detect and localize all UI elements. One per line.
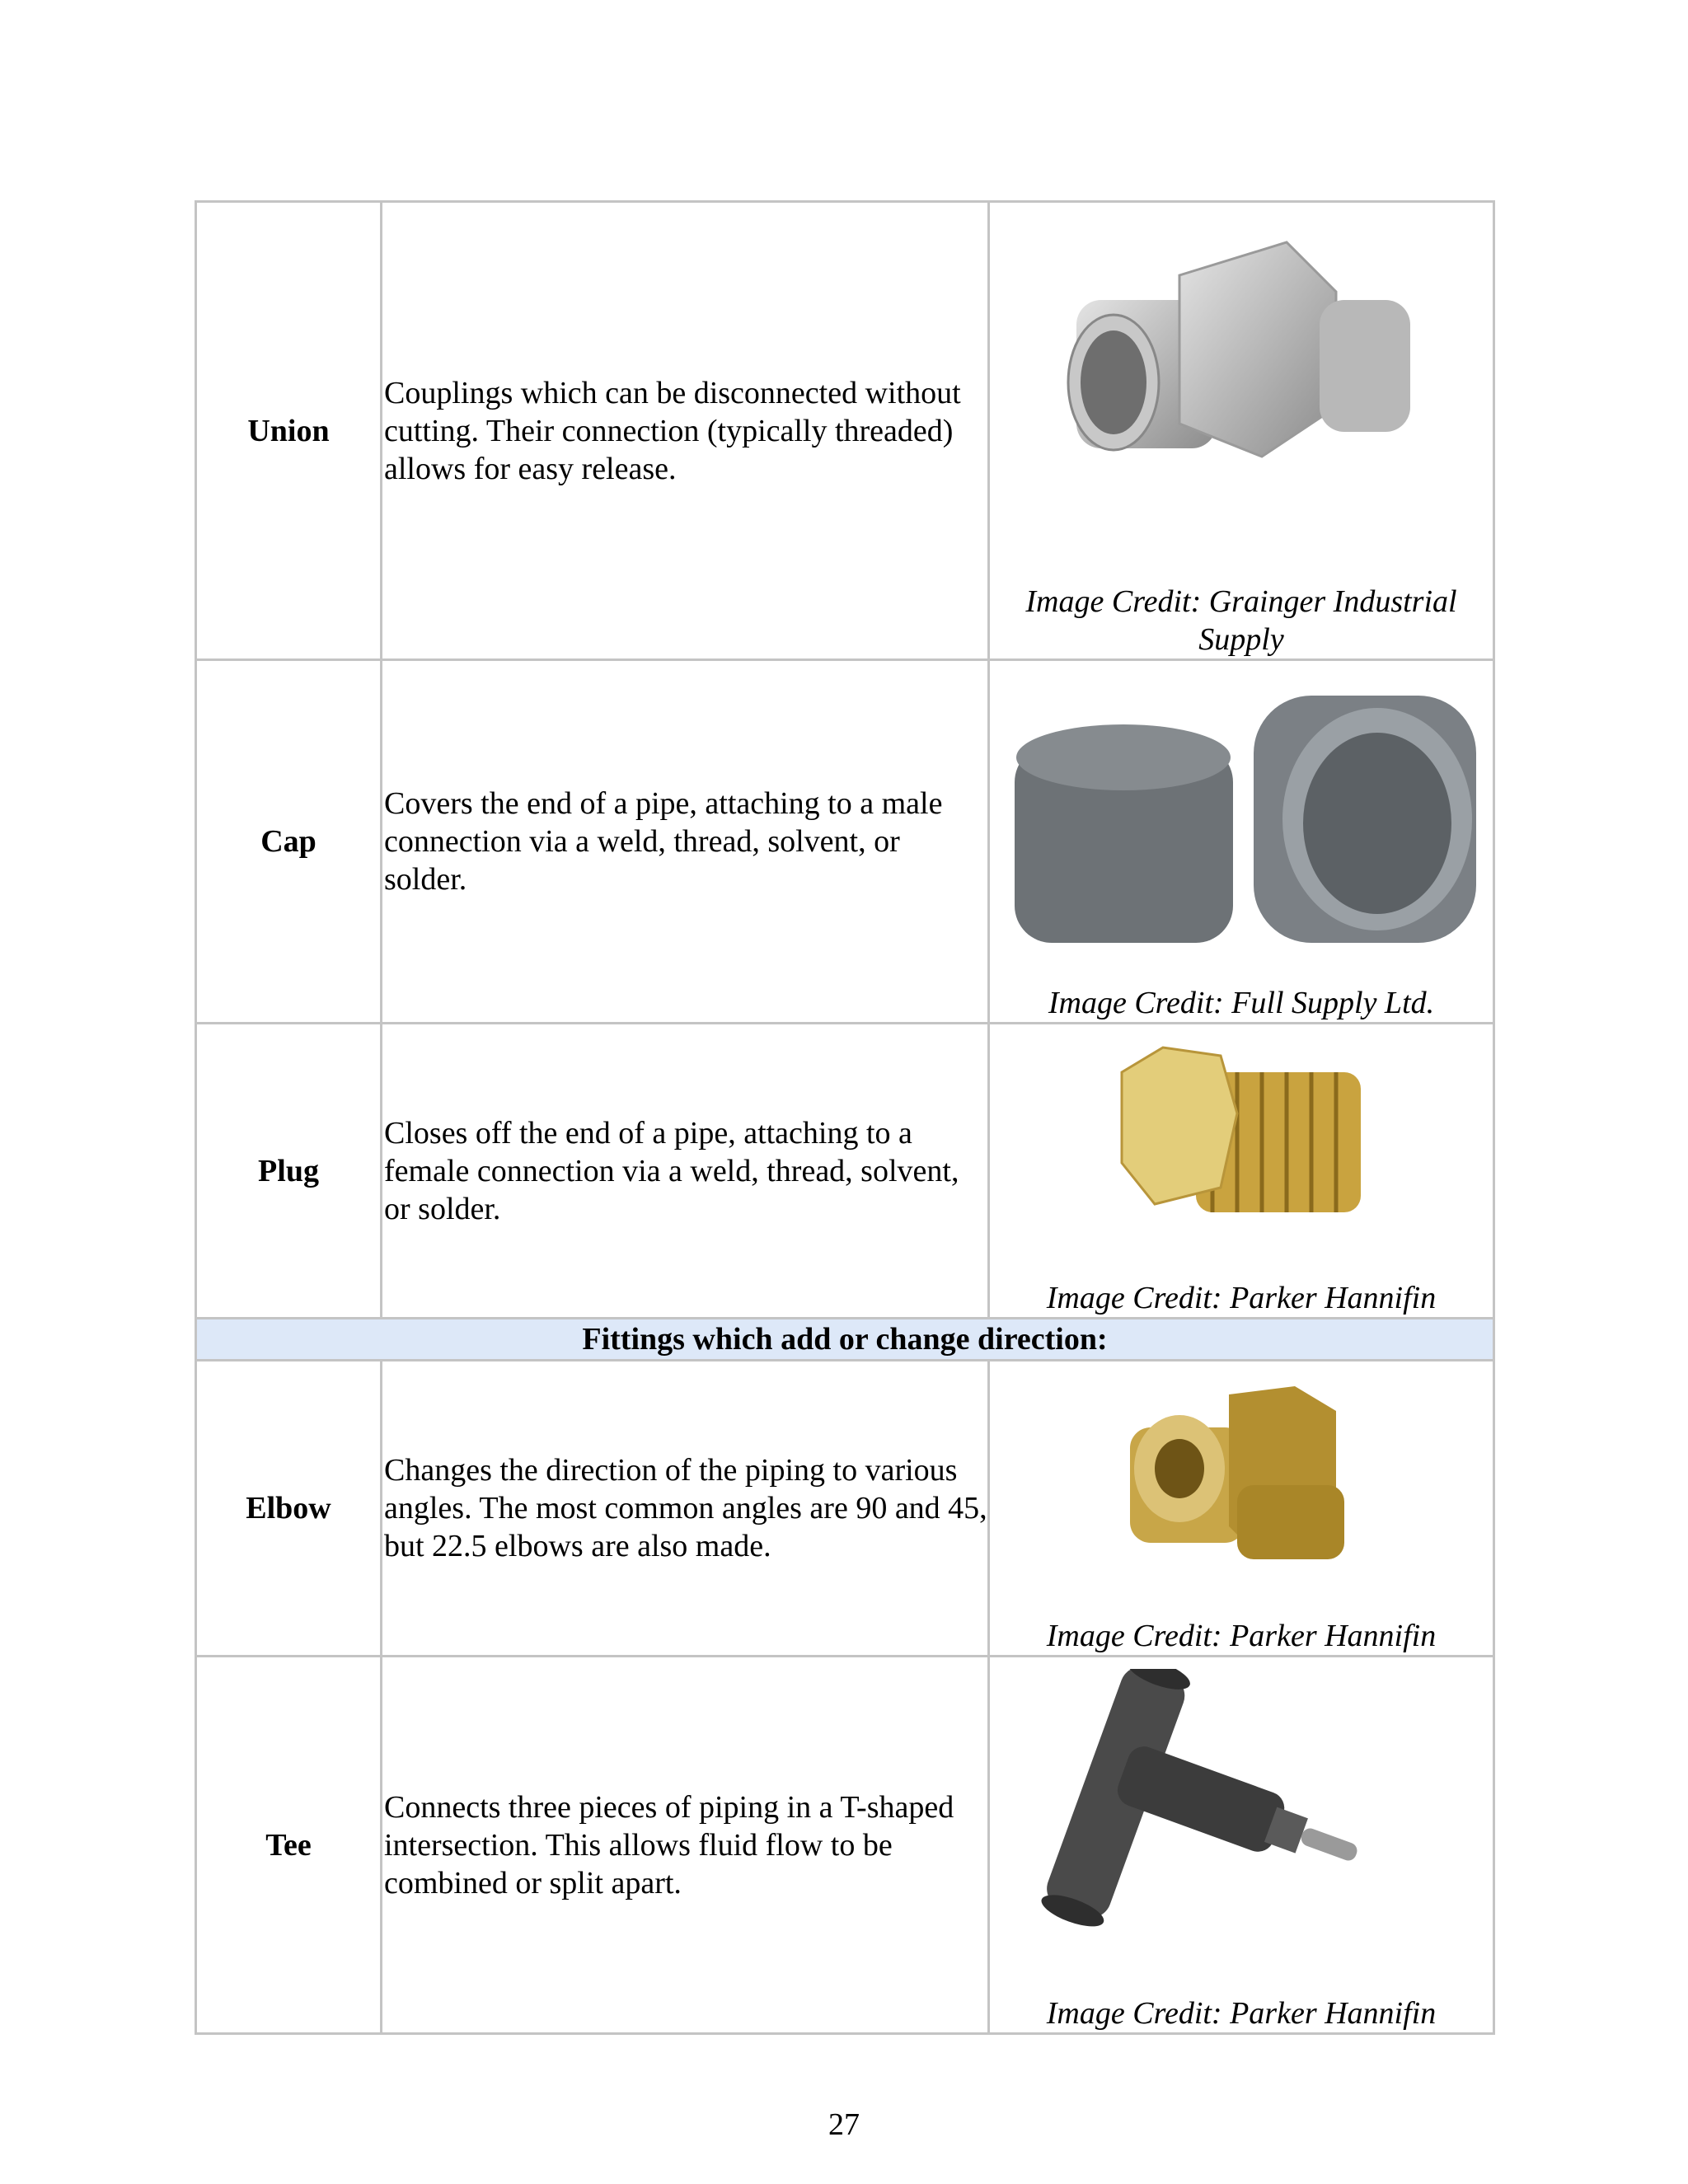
fitting-name: Elbow [196, 1361, 382, 1657]
cap-fitting-photo [990, 679, 1493, 943]
fitting-description: Closes off the end of a pipe, attaching to a female connection via a weld, thread, solvent, or solder. [382, 1024, 989, 1319]
image-credit: Image Credit: Full Supply Ltd. [1048, 986, 1435, 1020]
table-row [196, 202, 1494, 660]
fittings-table [195, 200, 1495, 2035]
fitting-description: Covers the end of a pipe, attaching to a male connection via a weld, thread, solvent, or solder. [382, 660, 989, 1024]
section-header-row [196, 1319, 1494, 1361]
table-row [196, 1361, 1494, 1657]
image-credit: Image Credit: Parker Hannifin [1046, 1281, 1437, 1315]
fitting-name: Union [196, 202, 382, 660]
image-credit: Image Credit: Parker Hannifin [1046, 1996, 1437, 2031]
fitting-image-cell [989, 1361, 1494, 1657]
plug-fitting-photo [990, 1039, 1493, 1229]
fitting-image-cell [989, 660, 1494, 1024]
fitting-image-cell [989, 1657, 1494, 2034]
fitting-name: Plug [196, 1024, 382, 1319]
table-row [196, 1024, 1494, 1319]
table-row [196, 660, 1494, 1024]
fitting-description: Connects three pieces of piping in a T-shaped intersection. This allows fluid flow to be combined or split apart. [382, 1657, 989, 2034]
fitting-image-cell [989, 202, 1494, 660]
union-fitting-photo [990, 226, 1493, 490]
image-credit: Image Credit: Grainger Industrial Supply [1025, 584, 1457, 657]
fitting-name: Tee [196, 1657, 382, 2034]
image-credit: Image Credit: Parker Hannifin [1046, 1619, 1437, 1653]
fitting-image-cell [989, 1024, 1494, 1319]
fitting-name: Cap [196, 660, 382, 1024]
elbow-fitting-photo [990, 1378, 1493, 1576]
fitting-description: Couplings which can be disconnected without cutting. Their connection (typically threaded) allows for easy release. [382, 202, 989, 660]
tee-fitting-photo [990, 1669, 1493, 1966]
fitting-description: Changes the direction of the piping to various angles. The most common angles are 90 and 45, but 22.5 elbows are also made. [382, 1361, 989, 1657]
table-row [196, 1657, 1494, 2034]
page-number: 27 [828, 2107, 860, 2142]
section-header: Fittings which add or change direction: [196, 1319, 1494, 1361]
